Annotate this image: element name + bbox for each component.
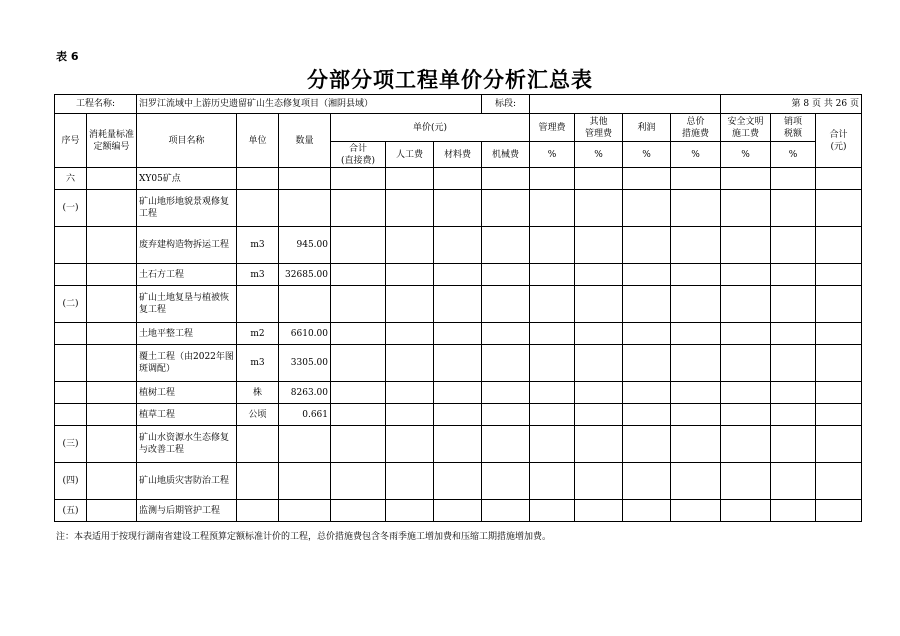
row-empty-cell (623, 463, 671, 500)
row-empty-cell (530, 264, 575, 286)
row-empty-cell (482, 426, 530, 463)
row-empty-cell (623, 168, 671, 190)
row-empty-cell (816, 227, 862, 264)
header-item: 项目名称 (137, 114, 237, 168)
row-quota (87, 286, 137, 323)
info-row (55, 95, 862, 114)
row-unit (237, 168, 279, 190)
row-quota (87, 426, 137, 463)
row-empty-cell (816, 426, 862, 463)
header-unit-price: 单价(元) (331, 114, 530, 142)
row-empty-cell (434, 286, 482, 323)
header-seq: 序号 (55, 114, 87, 168)
row-empty-cell (575, 264, 623, 286)
pct-tax: % (771, 142, 816, 168)
header-tax: 销项 税额 (771, 114, 816, 142)
row-empty-cell (771, 168, 816, 190)
row-empty-cell (623, 500, 671, 522)
row-qty: 32685.00 (279, 264, 331, 286)
row-empty-cell (575, 286, 623, 323)
row-empty-cell (575, 426, 623, 463)
row-unit (237, 463, 279, 500)
row-empty-cell (721, 168, 771, 190)
row-empty-cell (816, 323, 862, 345)
row-empty-cell (771, 227, 816, 264)
row-seq: (一) (55, 190, 87, 227)
row-empty-cell (331, 345, 386, 382)
row-item-name: 土地平整工程 (137, 323, 237, 345)
row-empty-cell (434, 345, 482, 382)
row-empty-cell (331, 227, 386, 264)
table-number: 表 6 (56, 50, 79, 63)
row-empty-cell (721, 404, 771, 426)
row-empty-cell (671, 382, 721, 404)
row-empty-cell (434, 382, 482, 404)
row-empty-cell (331, 323, 386, 345)
row-seq: 六 (55, 168, 87, 190)
row-empty-cell (482, 227, 530, 264)
row-empty-cell (771, 382, 816, 404)
row-empty-cell (331, 404, 386, 426)
table-row (55, 190, 862, 227)
table-row (55, 426, 862, 463)
row-empty-cell (575, 382, 623, 404)
row-empty-cell (386, 168, 434, 190)
row-empty-cell (331, 168, 386, 190)
table-row (55, 382, 862, 404)
row-empty-cell (386, 426, 434, 463)
header-qty: 数量 (279, 114, 331, 168)
header-sum: 合计 (元) (816, 114, 862, 168)
row-empty-cell (530, 286, 575, 323)
row-empty-cell (721, 463, 771, 500)
row-quota (87, 500, 137, 522)
row-empty-cell (530, 190, 575, 227)
table-row (55, 323, 862, 345)
row-seq: (五) (55, 500, 87, 522)
row-empty-cell (434, 190, 482, 227)
row-empty-cell (434, 426, 482, 463)
row-empty-cell (575, 227, 623, 264)
table-row (55, 168, 862, 190)
row-empty-cell (623, 426, 671, 463)
row-empty-cell (771, 323, 816, 345)
section-label: 标段: (482, 95, 530, 114)
page-info: 第 8 页 共 26 页 (721, 95, 862, 114)
row-item-name: 矿山地质灾害防治工程 (137, 463, 237, 500)
table-row (55, 264, 862, 286)
footnote: 注：本表适用于按现行湖南省建设工程预算定额标准计价的工程，总价措施费包含冬雨季施工增加费和压缩工期措施增加费。 (56, 532, 552, 542)
table-row (55, 404, 862, 426)
row-empty-cell (771, 500, 816, 522)
row-empty-cell (434, 264, 482, 286)
row-unit (237, 500, 279, 522)
project-label: 工程名称: (55, 95, 137, 114)
row-empty-cell (482, 264, 530, 286)
row-empty-cell (530, 382, 575, 404)
row-empty-cell (816, 264, 862, 286)
table-row (55, 286, 862, 323)
row-item-name: 土石方工程 (137, 264, 237, 286)
row-empty-cell (386, 463, 434, 500)
row-qty (279, 190, 331, 227)
row-qty: 6610.00 (279, 323, 331, 345)
row-empty-cell (623, 345, 671, 382)
row-empty-cell (721, 345, 771, 382)
row-empty-cell (434, 323, 482, 345)
row-empty-cell (816, 190, 862, 227)
row-item-name: 覆土工程（由2022年图斑调配） (137, 345, 237, 382)
header-quota: 消耗量标准定额编号 (87, 114, 137, 168)
row-empty-cell (386, 286, 434, 323)
header-unit: 单位 (237, 114, 279, 168)
row-empty-cell (575, 404, 623, 426)
row-quota (87, 227, 137, 264)
summary-table (54, 94, 862, 522)
row-empty-cell (386, 404, 434, 426)
row-empty-cell (721, 264, 771, 286)
row-unit: 株 (237, 382, 279, 404)
pct-other-mgmt: % (575, 142, 623, 168)
row-unit (237, 190, 279, 227)
row-empty-cell (623, 323, 671, 345)
row-empty-cell (771, 264, 816, 286)
row-empty-cell (771, 404, 816, 426)
row-empty-cell (816, 382, 862, 404)
row-empty-cell (482, 190, 530, 227)
row-empty-cell (331, 500, 386, 522)
row-qty (279, 286, 331, 323)
row-item-name: XY05矿点 (137, 168, 237, 190)
row-seq (55, 323, 87, 345)
row-empty-cell (721, 227, 771, 264)
row-empty-cell (816, 168, 862, 190)
row-unit: 公顷 (237, 404, 279, 426)
row-empty-cell (482, 323, 530, 345)
row-quota (87, 382, 137, 404)
row-qty: 3305.00 (279, 345, 331, 382)
row-empty-cell (623, 404, 671, 426)
row-empty-cell (482, 286, 530, 323)
row-empty-cell (331, 382, 386, 404)
row-empty-cell (434, 227, 482, 264)
row-item-name: 废弃建构造物拆运工程 (137, 227, 237, 264)
row-empty-cell (482, 404, 530, 426)
row-empty-cell (816, 404, 862, 426)
row-seq: (四) (55, 463, 87, 500)
row-seq (55, 382, 87, 404)
row-seq: (二) (55, 286, 87, 323)
row-empty-cell (575, 190, 623, 227)
row-empty-cell (530, 463, 575, 500)
row-empty-cell (331, 286, 386, 323)
section-value (530, 95, 721, 114)
row-empty-cell (386, 382, 434, 404)
row-empty-cell (671, 426, 721, 463)
row-quota (87, 404, 137, 426)
row-empty-cell (671, 286, 721, 323)
row-unit: m3 (237, 345, 279, 382)
row-empty-cell (771, 190, 816, 227)
row-empty-cell (530, 227, 575, 264)
row-qty (279, 426, 331, 463)
pct-mgmt: % (530, 142, 575, 168)
row-qty: 8263.00 (279, 382, 331, 404)
header-mgmt: 管理费 (530, 114, 575, 142)
row-seq (55, 404, 87, 426)
header-row-1 (55, 114, 862, 142)
row-empty-cell (623, 227, 671, 264)
row-unit (237, 286, 279, 323)
header-measures: 总价 措施费 (671, 114, 721, 142)
row-empty-cell (721, 426, 771, 463)
row-empty-cell (771, 286, 816, 323)
row-item-name: 矿山土地复垦与植被恢复工程 (137, 286, 237, 323)
row-empty-cell (623, 190, 671, 227)
row-empty-cell (530, 426, 575, 463)
table-row (55, 227, 862, 264)
header-material: 材料费 (434, 142, 482, 168)
row-empty-cell (623, 286, 671, 323)
row-empty-cell (575, 168, 623, 190)
row-empty-cell (482, 382, 530, 404)
row-empty-cell (771, 345, 816, 382)
row-empty-cell (671, 168, 721, 190)
row-qty: 945.00 (279, 227, 331, 264)
row-unit: m2 (237, 323, 279, 345)
row-seq (55, 345, 87, 382)
row-empty-cell (671, 463, 721, 500)
row-empty-cell (623, 264, 671, 286)
row-quota (87, 323, 137, 345)
project-name: 汨罗江流域中上游历史遗留矿山生态修复项目（湘阴县域） (137, 95, 482, 114)
row-item-name: 矿山水资源水生态修复与改善工程 (137, 426, 237, 463)
row-item-name: 矿山地形地貌景观修复工程 (137, 190, 237, 227)
row-empty-cell (530, 500, 575, 522)
pct-measures: % (671, 142, 721, 168)
row-empty-cell (386, 323, 434, 345)
row-qty (279, 168, 331, 190)
row-empty-cell (771, 426, 816, 463)
row-empty-cell (386, 264, 434, 286)
row-empty-cell (671, 500, 721, 522)
row-empty-cell (331, 190, 386, 227)
row-quota (87, 463, 137, 500)
row-empty-cell (434, 404, 482, 426)
row-unit: m3 (237, 227, 279, 264)
row-empty-cell (575, 323, 623, 345)
table-row (55, 500, 862, 522)
row-empty-cell (671, 190, 721, 227)
row-empty-cell (434, 463, 482, 500)
row-quota (87, 190, 137, 227)
row-empty-cell (386, 227, 434, 264)
row-qty (279, 463, 331, 500)
row-seq (55, 264, 87, 286)
row-empty-cell (434, 500, 482, 522)
row-item-name: 监测与后期管护工程 (137, 500, 237, 522)
table-row (55, 463, 862, 500)
row-empty-cell (671, 345, 721, 382)
row-qty (279, 500, 331, 522)
row-empty-cell (771, 463, 816, 500)
table-row (55, 345, 862, 382)
row-empty-cell (575, 500, 623, 522)
row-empty-cell (721, 500, 771, 522)
row-empty-cell (721, 323, 771, 345)
row-empty-cell (816, 345, 862, 382)
row-empty-cell (721, 286, 771, 323)
row-empty-cell (575, 463, 623, 500)
row-empty-cell (331, 463, 386, 500)
header-profit: 利润 (623, 114, 671, 142)
row-empty-cell (671, 323, 721, 345)
header-safety: 安全文明 施工费 (721, 114, 771, 142)
row-quota (87, 345, 137, 382)
row-empty-cell (530, 168, 575, 190)
row-item-name: 植树工程 (137, 382, 237, 404)
document-title: 分部分项工程单价分析汇总表 (307, 68, 593, 92)
row-empty-cell (671, 227, 721, 264)
row-empty-cell (331, 426, 386, 463)
row-empty-cell (671, 404, 721, 426)
row-quota (87, 264, 137, 286)
row-empty-cell (434, 168, 482, 190)
row-unit (237, 426, 279, 463)
row-empty-cell (816, 463, 862, 500)
header-labor: 人工费 (386, 142, 434, 168)
row-qty: 0.661 (279, 404, 331, 426)
pct-safety: % (721, 142, 771, 168)
row-unit: m3 (237, 264, 279, 286)
row-empty-cell (331, 264, 386, 286)
row-empty-cell (530, 345, 575, 382)
row-empty-cell (816, 500, 862, 522)
row-empty-cell (482, 463, 530, 500)
row-empty-cell (482, 500, 530, 522)
row-empty-cell (386, 190, 434, 227)
row-empty-cell (575, 345, 623, 382)
header-other-mgmt: 其他 管理费 (575, 114, 623, 142)
header-total-direct: 合计 (直接费) (331, 142, 386, 168)
row-empty-cell (482, 168, 530, 190)
row-item-name: 植草工程 (137, 404, 237, 426)
row-empty-cell (530, 404, 575, 426)
row-empty-cell (623, 382, 671, 404)
row-empty-cell (721, 382, 771, 404)
header-machine: 机械费 (482, 142, 530, 168)
row-quota (87, 168, 137, 190)
row-empty-cell (530, 323, 575, 345)
row-empty-cell (721, 190, 771, 227)
pct-profit: % (623, 142, 671, 168)
row-empty-cell (386, 500, 434, 522)
row-seq: (三) (55, 426, 87, 463)
row-empty-cell (386, 345, 434, 382)
row-empty-cell (482, 345, 530, 382)
row-seq (55, 227, 87, 264)
row-empty-cell (671, 264, 721, 286)
row-empty-cell (816, 286, 862, 323)
